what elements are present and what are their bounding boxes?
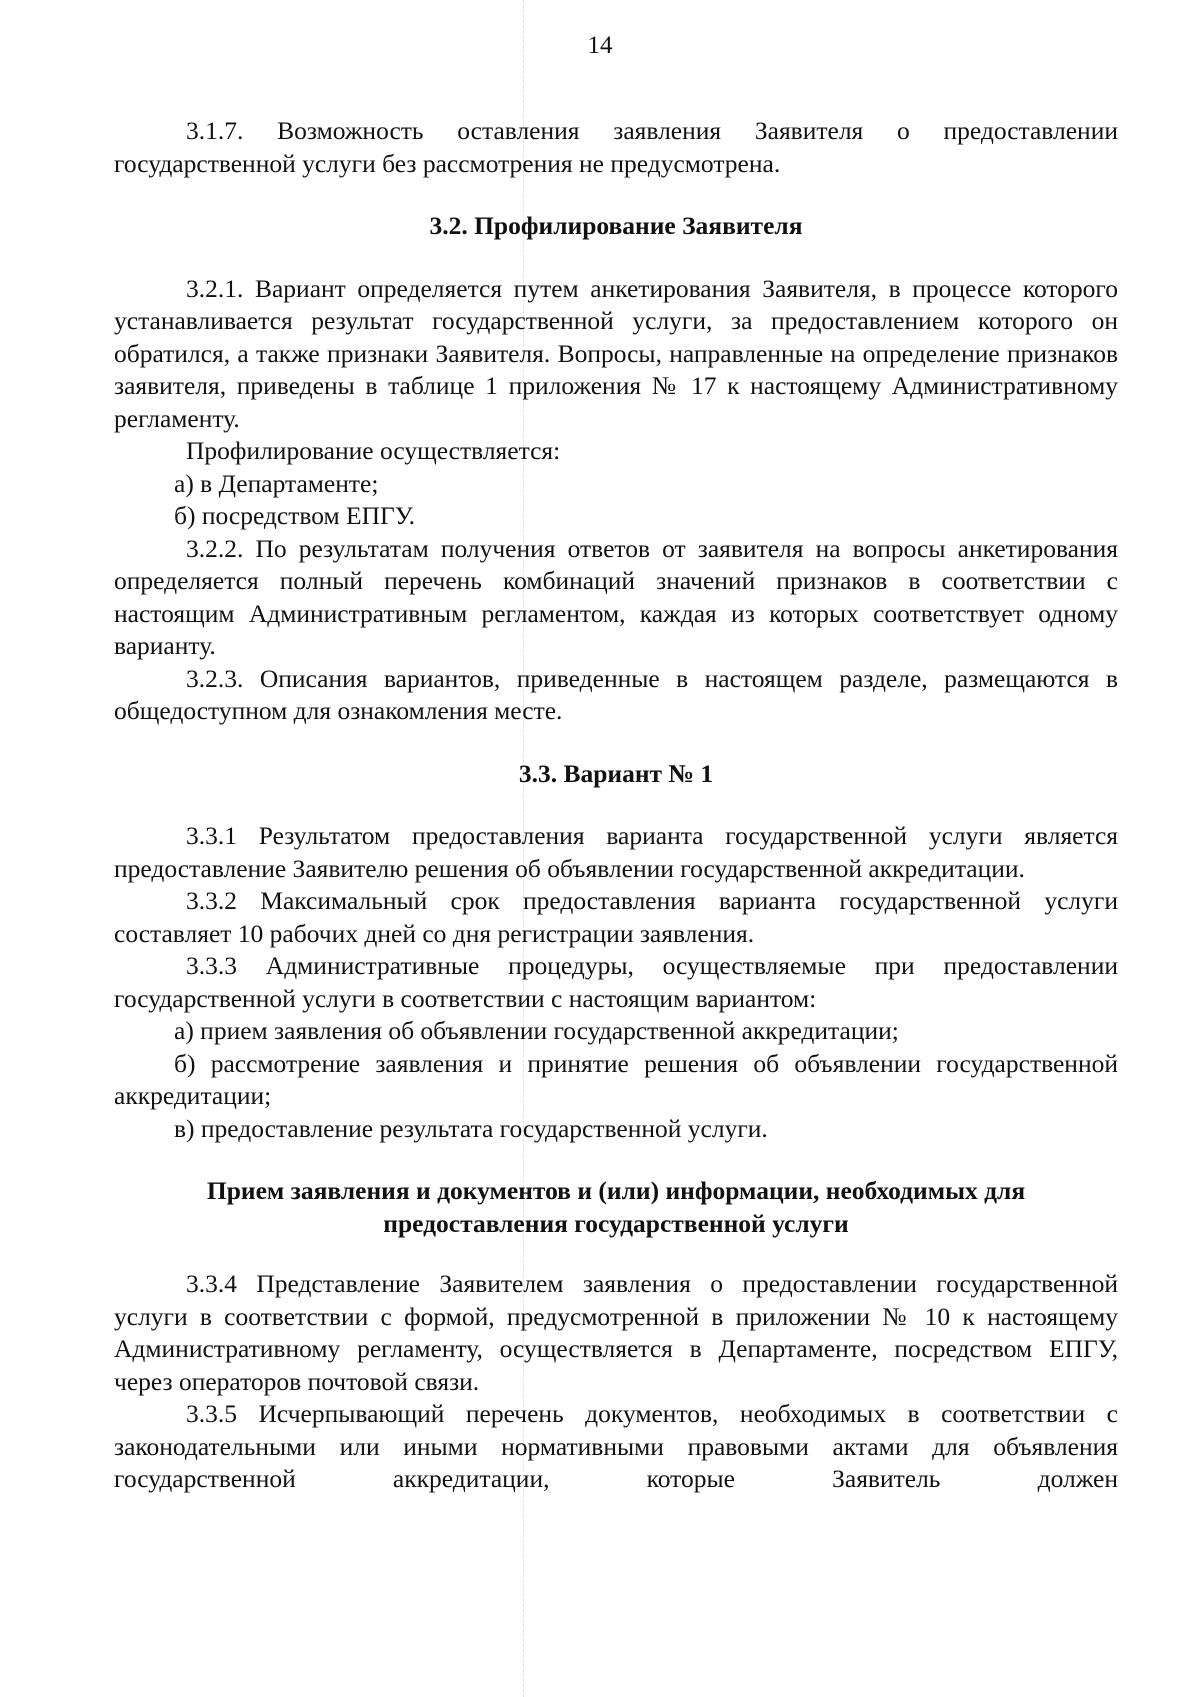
paragraph-3-2-1: 3.2.1. Вариант определяется путем анкетирования Заявителя, в процессе которого устанавливается результат государственной услуги, за предоставлением которого он обратился, а также признаки Заявителя. Вопросы, направленные на определение признаков заявителя, приведены в таблице 1 приложения № 17 к настоящему Административному регламенту.	[114, 273, 1118, 433]
list-item-3-3-3-c: в) предоставление результата государственной услуги.	[174, 1113, 768, 1143]
subsection-heading-line-2: предоставления государственной услуги	[383, 1208, 849, 1238]
paragraph-3-3-1: 3.3.1 Результатом предоставления варианта государственной услуги является предоставление Заявителю решения об объявлении государственной аккредитации.	[114, 821, 1118, 883]
paragraph-3-3-2: 3.3.2 Максимальный срок предоставления варианта государственной услуги составляет 10 рабочих дней со дня регистрации заявления.	[114, 886, 1118, 948]
paragraph-3-2-2: 3.2.2. По результатам получения ответов от заявителя на вопросы анкетирования определяется полный перечень комбинаций значений признаков в соответствии с настоящим Административным регламентом, каждая из которых соответствует одному варианту.	[114, 533, 1118, 660]
subsection-heading-line-1: Прием заявления и документов и (или) информации, необходимых для	[206, 1176, 1026, 1205]
list-item-profiling-b: б) посредством ЕПГУ.	[174, 501, 416, 530]
list-item-3-3-3-b: б) рассмотрение заявления и принятие решения об объявлении государственной аккредитации;	[114, 1048, 1118, 1110]
page-number: 14	[587, 32, 613, 59]
paragraph-3-2-3: 3.2.3. Описания вариантов, приведенные в настоящем разделе, размещаются в общедоступном для ознакомления месте.	[114, 663, 1118, 725]
paragraph-3-1-7: 3.1.7. Возможность оставления заявления Заявителя о предоставлении государственной услуги без рассмотрения не предусмотрена.	[114, 116, 1118, 178]
list-item-3-3-3-a: а) прием заявления об объявлении государственной аккредитации;	[174, 1016, 899, 1045]
list-item-profiling-a: а) в Департаменте;	[174, 468, 379, 498]
document-body	[114, 115, 1118, 1496]
paragraph-3-3-5: 3.3.5 Исчерпывающий перечень документов, необходимых в соответствии с законодательными или иными нормативными правовыми актами для объявления государственной аккредитации, которые Заявитель должен	[114, 1399, 1118, 1493]
paragraph-profiling: Профилирование осуществляется:	[186, 436, 561, 465]
subsection-heading-reception	[114, 1175, 1118, 1240]
paragraph-3-3-4: 3.3.4 Представление Заявителем заявления о предоставлении государственной услуги в соответствии с формой, предусмотренной в приложении № 10 к настоящему Административному регламенту, осуществляется в Департаменте, посредством ЕПГУ, через операторов почтовой связи.	[114, 1269, 1118, 1396]
paragraph-3-3-3: 3.3.3 Административные процедуры, осуществляемые при предоставлении государственной услуги в соответствии с настоящим вариантом:	[114, 951, 1118, 1013]
section-heading-3-3: 3.3. Вариант № 1	[518, 758, 714, 788]
section-heading-3-2: 3.2. Профилирование Заявителя	[429, 211, 803, 240]
